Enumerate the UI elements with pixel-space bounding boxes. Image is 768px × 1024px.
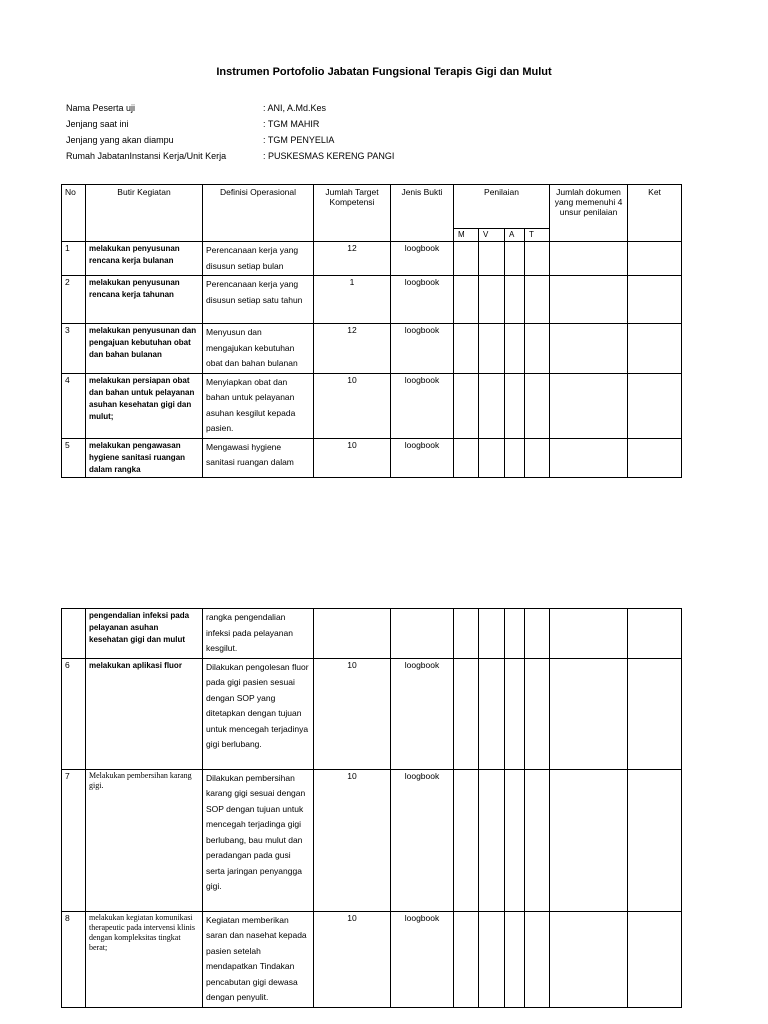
table-cell-empty bbox=[525, 373, 550, 438]
portfolio-table-page-2 bbox=[61, 608, 682, 1008]
meta-value: : PUSKESMAS KERENG PANGI bbox=[263, 151, 395, 161]
row-butir: melakukan persiapan obat dan bahan untuk pelayanan asuhan kesehatan gigi dan mulut; bbox=[86, 373, 203, 438]
row-target: 10 bbox=[314, 373, 391, 438]
header-jumlah-dokumen: Jumlah dokumen yang memenuhi 4 unsur penilaian bbox=[550, 185, 628, 242]
row-no: 8 bbox=[62, 911, 86, 1007]
meta-row-target-level bbox=[66, 132, 394, 148]
table-row bbox=[62, 438, 682, 477]
header-penilaian: Penilaian bbox=[454, 185, 550, 229]
table-cell-empty bbox=[525, 609, 550, 659]
row-butir: pengendalian infeksi pada pelayanan asuhan kesehatan gigi dan mulut bbox=[86, 609, 203, 659]
row-butir: melakukan aplikasi fluor bbox=[86, 658, 203, 769]
table-row bbox=[62, 242, 682, 276]
row-bukti: loogbook bbox=[391, 438, 454, 477]
table-cell-empty bbox=[505, 373, 525, 438]
table-cell-empty bbox=[505, 438, 525, 477]
header-a: A bbox=[505, 229, 525, 242]
table-cell-empty bbox=[550, 769, 628, 911]
meta-value: : TGM MAHIR bbox=[263, 119, 320, 129]
row-no: 3 bbox=[62, 324, 86, 374]
table-cell-empty bbox=[550, 438, 628, 477]
table-cell-empty bbox=[550, 609, 628, 659]
table-cell-empty bbox=[525, 658, 550, 769]
table-cell-empty bbox=[525, 769, 550, 911]
table-cell-empty bbox=[505, 609, 525, 659]
header-ket: Ket bbox=[628, 185, 682, 242]
table-cell-empty bbox=[550, 276, 628, 324]
table-cell-empty bbox=[628, 609, 682, 659]
table-cell-empty bbox=[628, 658, 682, 769]
table-row bbox=[62, 373, 682, 438]
table-cell-empty bbox=[525, 438, 550, 477]
table-cell-empty bbox=[628, 324, 682, 374]
table-cell-empty bbox=[628, 911, 682, 1007]
row-target bbox=[314, 609, 391, 659]
row-definisi: rangka pengendalian infeksi pada pelayanan kesgilut. bbox=[203, 609, 314, 659]
table-cell-empty bbox=[454, 276, 479, 324]
table-row bbox=[62, 609, 682, 659]
header-jumlah-target: Jumlah Target Kompetensi bbox=[314, 185, 391, 242]
meta-value: : TGM PENYELIA bbox=[263, 135, 335, 145]
table-cell-empty bbox=[628, 242, 682, 276]
row-target: 10 bbox=[314, 769, 391, 911]
portfolio-table-page-1 bbox=[61, 184, 682, 478]
row-definisi: Perencanaan kerja yang disusun setiap satu tahun bbox=[203, 276, 314, 324]
row-definisi: Kegiatan memberikan saran dan nasehat kepada pasien setelah mendapatkan Tindakan pencabutan gigi dewasa dengan penyulit. bbox=[203, 911, 314, 1007]
row-definisi: Menyusun dan mengajukan kebutuhan obat dan bahan bulanan bbox=[203, 324, 314, 374]
row-bukti: loogbook bbox=[391, 324, 454, 374]
table-cell-empty bbox=[479, 769, 505, 911]
row-no: 6 bbox=[62, 658, 86, 769]
table-cell-empty bbox=[454, 324, 479, 374]
table-cell-empty bbox=[479, 373, 505, 438]
table-cell-empty bbox=[628, 769, 682, 911]
participant-info bbox=[66, 100, 394, 164]
table-cell-empty bbox=[479, 276, 505, 324]
table-cell-empty bbox=[525, 276, 550, 324]
row-no: 2 bbox=[62, 276, 86, 324]
table-cell-empty bbox=[525, 911, 550, 1007]
table-row bbox=[62, 769, 682, 911]
table-cell-empty bbox=[550, 242, 628, 276]
header-t: T bbox=[525, 229, 550, 242]
row-bukti: loogbook bbox=[391, 658, 454, 769]
meta-key: Jenjang yang akan diampu bbox=[66, 135, 174, 145]
table-cell-empty bbox=[479, 658, 505, 769]
meta-key: Rumah JabatanInstansi Kerja/Unit Kerja bbox=[66, 151, 227, 161]
table-cell-empty bbox=[479, 242, 505, 276]
table-cell-empty bbox=[479, 911, 505, 1007]
header-no: No bbox=[62, 185, 86, 242]
document-title: Instrumen Portofolio Jabatan Fungsional Terapis Gigi dan Mulut bbox=[216, 66, 552, 78]
row-target: 12 bbox=[314, 324, 391, 374]
row-butir: melakukan penyusunan rencana kerja bulanan bbox=[86, 242, 203, 276]
row-definisi: Dilakukan pengolesan fluor pada gigi pasien sesuai dengan SOP yang ditetapkan dengan tujuan untuk mencegah terjadinya gigi berlubang. bbox=[203, 658, 314, 769]
meta-row-current-level bbox=[66, 116, 394, 132]
table-cell-empty bbox=[525, 324, 550, 374]
table-cell-empty bbox=[505, 769, 525, 911]
table-cell-empty bbox=[505, 242, 525, 276]
meta-value: : ANI, A.Md.Kes bbox=[263, 103, 327, 113]
meta-row-institution bbox=[66, 148, 394, 164]
table-row bbox=[62, 658, 682, 769]
table-cell-empty bbox=[525, 242, 550, 276]
table-cell-empty bbox=[454, 373, 479, 438]
table-cell-empty bbox=[505, 911, 525, 1007]
row-butir: melakukan kegiatan komunikasi therapeutic pada intervensi klinis dengan kompleksitas tingkat berat; bbox=[86, 911, 203, 1007]
row-butir: melakukan penyusunan rencana kerja tahunan bbox=[86, 276, 203, 324]
row-definisi: Dilakukan pembersihan karang gigi sesuai dengan SOP dengan tujuan untuk mencegah terjadinga gigi berlubang, bau mulut dan peradangan pada gusi serta jaringan penyangga gigi. bbox=[203, 769, 314, 911]
row-bukti bbox=[391, 609, 454, 659]
table-cell-empty bbox=[454, 609, 479, 659]
table-cell-empty bbox=[505, 276, 525, 324]
meta-key: Jenjang saat ini bbox=[66, 119, 129, 129]
table-cell-empty bbox=[628, 276, 682, 324]
table-cell-empty bbox=[550, 324, 628, 374]
row-target: 12 bbox=[314, 242, 391, 276]
row-definisi: Mengawasi hygiene sanitasi ruangan dalam bbox=[203, 438, 314, 477]
row-bukti: loogbook bbox=[391, 242, 454, 276]
table-row bbox=[62, 276, 682, 324]
row-butir: melakukan pengawasan hygiene sanitasi ruangan dalam rangka bbox=[86, 438, 203, 477]
table-cell-empty bbox=[550, 911, 628, 1007]
row-no: 1 bbox=[62, 242, 86, 276]
row-target: 10 bbox=[314, 438, 391, 477]
table-cell-empty bbox=[454, 911, 479, 1007]
table-cell-empty bbox=[454, 658, 479, 769]
row-no: 7 bbox=[62, 769, 86, 911]
row-definisi: Perencanaan kerja yang disusun setiap bulan bbox=[203, 242, 314, 276]
meta-row-name bbox=[66, 100, 394, 116]
row-target: 10 bbox=[314, 911, 391, 1007]
table-row bbox=[62, 911, 682, 1007]
row-bukti: loogbook bbox=[391, 373, 454, 438]
table-cell-empty bbox=[454, 438, 479, 477]
header-jenis-bukti: Jenis Bukti bbox=[391, 185, 454, 242]
meta-key: Nama Peserta uji bbox=[66, 103, 136, 113]
table-cell-empty bbox=[454, 242, 479, 276]
table-cell-empty bbox=[628, 373, 682, 438]
table-cell-empty bbox=[479, 324, 505, 374]
row-no bbox=[62, 609, 86, 659]
row-bukti: loogbook bbox=[391, 276, 454, 324]
row-definisi: Menyiapkan obat dan bahan untuk pelayanan asuhan kesgilut kepada pasien. bbox=[203, 373, 314, 438]
row-no: 5 bbox=[62, 438, 86, 477]
row-no: 4 bbox=[62, 373, 86, 438]
table-cell-empty bbox=[505, 324, 525, 374]
table-cell-empty bbox=[628, 438, 682, 477]
table-cell-empty bbox=[550, 658, 628, 769]
row-target: 1 bbox=[314, 276, 391, 324]
table-row bbox=[62, 324, 682, 374]
row-butir: melakukan penyusunan dan pengajuan kebutuhan obat dan bahan bulanan bbox=[86, 324, 203, 374]
header-butir-kegiatan: Butir Kegiatan bbox=[86, 185, 203, 242]
table-cell-empty bbox=[479, 609, 505, 659]
row-bukti: loogbook bbox=[391, 911, 454, 1007]
table-cell-empty bbox=[454, 769, 479, 911]
header-v: V bbox=[479, 229, 505, 242]
row-butir: Melakukan pembersihan karang gigi. bbox=[86, 769, 203, 911]
table-cell-empty bbox=[505, 658, 525, 769]
table-cell-empty bbox=[550, 373, 628, 438]
header-m: M bbox=[454, 229, 479, 242]
table-cell-empty bbox=[479, 438, 505, 477]
header-definisi-operasional: Definisi Operasional bbox=[203, 185, 314, 242]
row-target: 10 bbox=[314, 658, 391, 769]
row-bukti: loogbook bbox=[391, 769, 454, 911]
